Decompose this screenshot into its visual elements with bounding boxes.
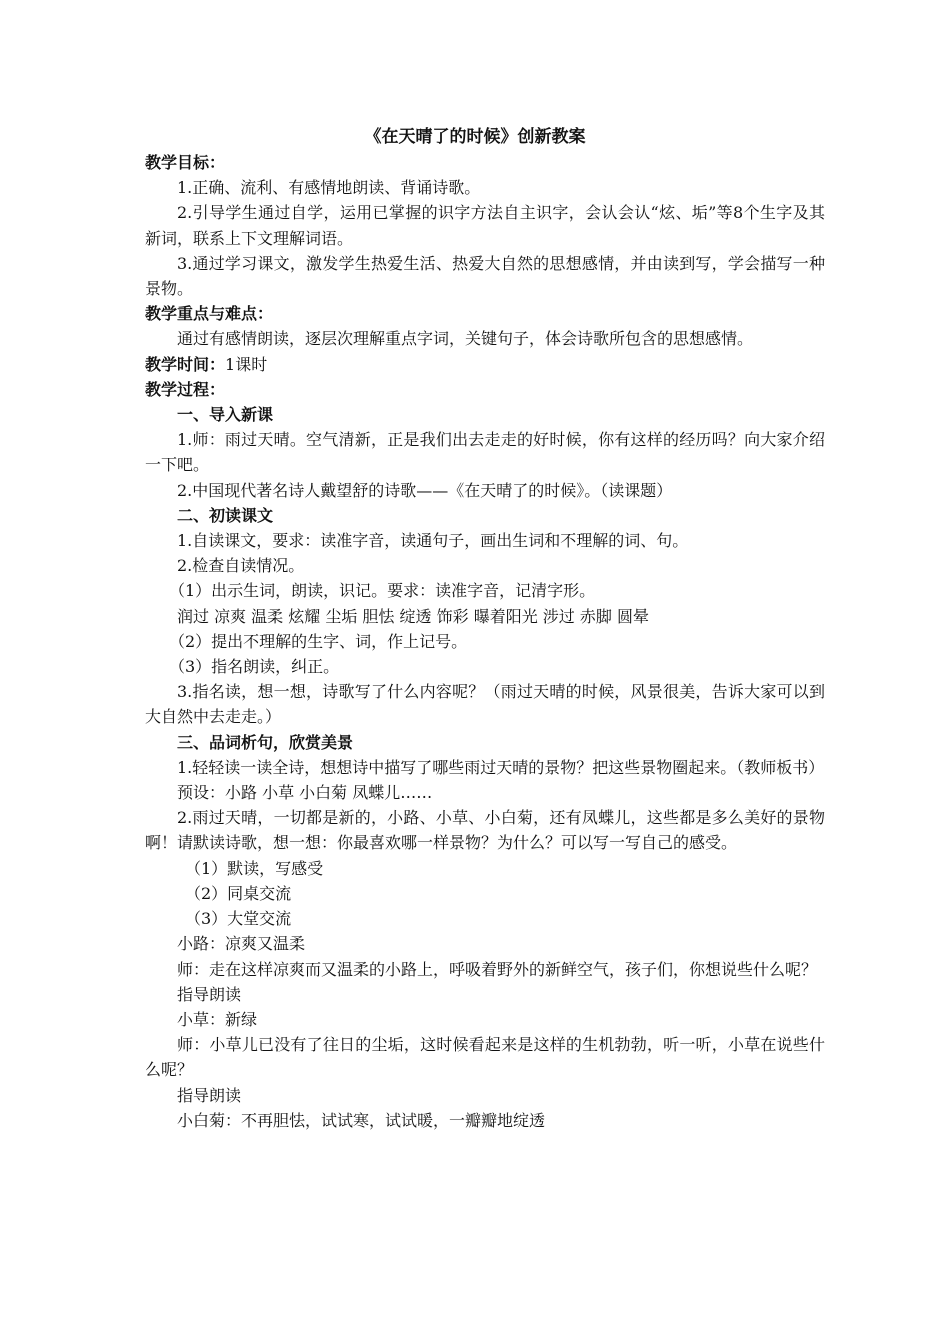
paragraph: 指导朗读 (177, 1085, 242, 1105)
paragraph: 小白菊：不再胆怯，试试寒，试试暖，一瓣瓣地绽透 (177, 1110, 546, 1130)
paragraph: 2.检查自读情况。 (177, 556, 305, 576)
paragraph: 1.师：雨过天晴。空气清新，正是我们出去走走的好时候，你有这样的经历吗？向大家介绍一下吧。 (145, 430, 825, 475)
teaching-time-heading: 教学时间： (145, 354, 226, 374)
paragraph: （3）大堂交流 (185, 909, 292, 929)
document-body (145, 150, 825, 1133)
key-points-text: 通过有感情朗读，逐层次理解重点字词，关键句子，体会诗歌所包含的思想感情。 (177, 329, 754, 349)
paragraph: 1.自读课文，要求：读准字音，读通句子，画出生词和不理解的词、句。 (177, 531, 689, 551)
paragraph: （3）指名朗读，纠正。 (169, 657, 340, 677)
paragraph: （1）默读，写感受 (185, 858, 324, 878)
document-title: 《在天晴了的时候》创新教案 (364, 127, 586, 147)
paragraph: 师：走在这样凉爽而又温柔的小路上，呼吸着野外的新鲜空气，孩子们，你想说些什么呢？ (177, 959, 818, 979)
paragraph: 师：小草儿已没有了往日的尘垢，这时候看起来是这样的生机勃勃，听一听，小草在说些什么呢？ (145, 1035, 825, 1080)
objective-item: 3.通过学习课文，激发学生热爱生活、热爱大自然的思想感情，并由读到写，学会描写一种景物。 (145, 253, 825, 299)
section-heading: 二、初读课文 (177, 505, 274, 525)
paragraph: 1.轻轻读一读全诗，想想诗中描写了哪些雨过天晴的景物？把这些景物圈起来。（教师板书） (177, 757, 825, 777)
paragraph: 2.中国现代著名诗人戴望舒的诗歌——《在天晴了的时候》。（读课题） (177, 480, 673, 500)
paragraph: 2.雨过天晴，一切都是新的，小路、小草、小白菊，还有凤蝶儿，这些都是多么美好的景物啊！请默读诗歌，想一想：你最喜欢哪一样景物？为什么？可以写一写自己的感受。 (145, 808, 825, 853)
process-heading: 教学过程： (145, 379, 226, 399)
paragraph: 小草：新绿 (177, 1009, 258, 1029)
paragraph: （1）出示生词，朗读，识记。要求：读准字音，记清字形。 (169, 581, 596, 601)
paragraph: 3.指名读，想一想，诗歌写了什么内容呢？（雨过天晴的时候，风景很美，告诉大家可以到大自然中去走走。） (145, 682, 825, 727)
objective-item: 2.引导学生通过自学，运用已掌握的识字方法自主识字，会认会认“炫、垢”等8个生字及其新词，联系上下文理解词语。 (145, 203, 825, 248)
vocabulary-list: 润过 凉爽 温柔 炫耀 尘垢 胆怯 绽透 饰彩 曝着阳光 涉过 赤脚 圆晕 (177, 606, 649, 626)
section-heading: 一、导入新课 (177, 405, 274, 425)
paragraph: 小路：凉爽又温柔 (177, 934, 306, 954)
objectives-heading: 教学目标： (145, 153, 226, 172)
section-heading: 三、品词析句，欣赏美景 (177, 732, 354, 752)
key-points-heading: 教学重点与难点： (145, 304, 274, 324)
paragraph: （2）提出不理解的生字、词，作上记号。 (169, 631, 468, 651)
paragraph: （2）同桌交流 (185, 883, 292, 903)
objective-item: 1.正确、流利、有感情地朗读、背诵诗歌。 (177, 178, 481, 198)
teaching-time-value: 1课时 (225, 354, 268, 374)
teaching-time (145, 352, 825, 377)
paragraph: 预设：小路 小草 小白菊 凤蝶儿…… (177, 783, 433, 803)
paragraph: 指导朗读 (177, 984, 242, 1004)
